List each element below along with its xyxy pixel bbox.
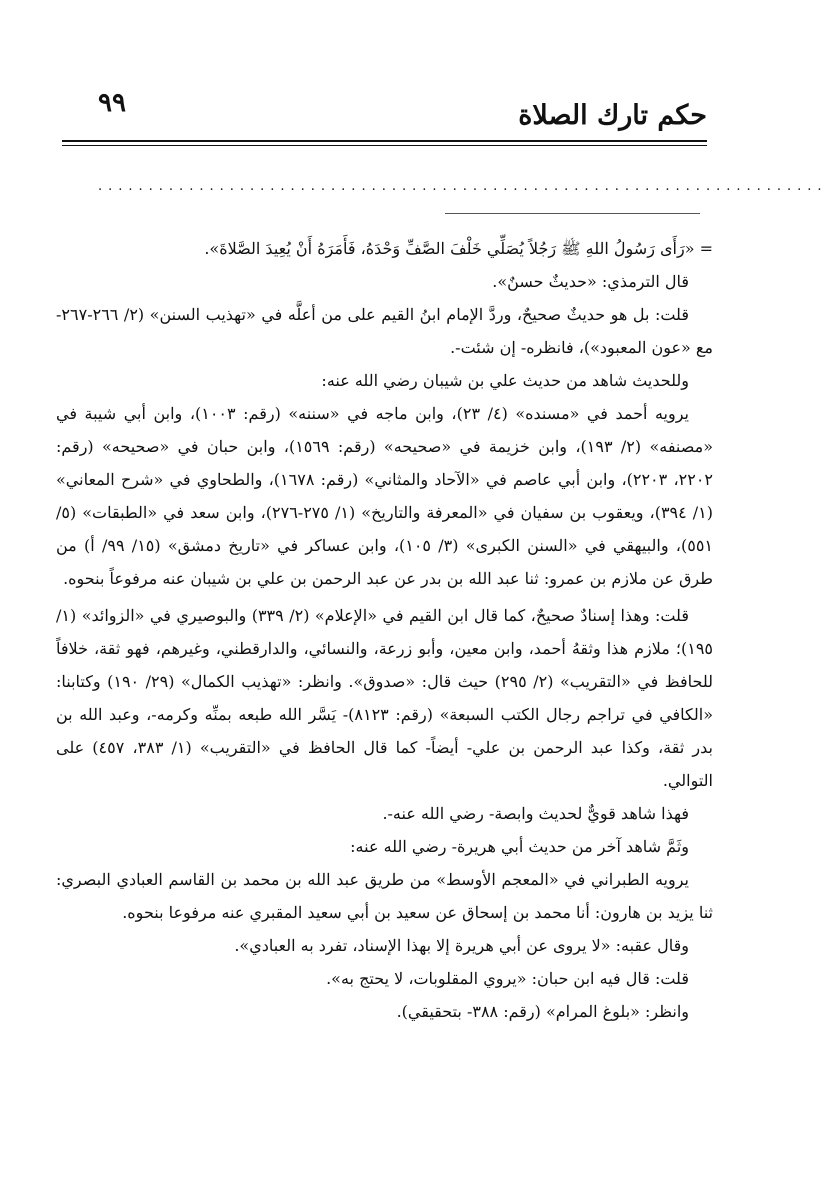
paragraph-author-note: قلت: بل هو حديثٌ صحيحٌ، وردَّ الإمام ابنُ القيم على من أعلَّه في «تهذيب السنن» (٢/ ٢٦٦-٢٦٧-مع «عون المعبود»)، فانظره- إن شئت-. — [56, 305, 713, 357]
paragraph-see-also: وانظر: «بلوغ المرام» (رقم: ٣٨٨- بتحقيقي). — [396, 1002, 689, 1021]
page-body — [56, 232, 713, 1028]
paragraph-isnad-judgement: قلت: وهذا إسنادٌ صحيحٌ، كما قال ابن القيم في «الإعلام» (٢/ ٣٣٩) والبوصيري في «الزوائد» (١/ ١٩٥)؛ ملازم هذا وثقهُ أحمد، وابن معين، وأبو زرعة، والنسائي، والدارقطني، وغيرهم، فهو ثقة، خلافاً للحافظ في «التقريب» (٢/ ٢٩٥) حيث قال: «صدوق». وانظر: «تهذيب الكمال» (٢٩/ ١٩٠) وكتابنا: «الكافي في تراجم رجال الكتب السبعة» (رقم: ٨١٢٣)- يَسَّر الله طبعه بمنِّه وكرمه-، وعبد الله بن بدر ثقة، وكذا عبد الرحمن بن علي- أيضاً- كما قال الحافظ في «التقريب» (١/ ٣٨٣، ٤٥٧) على التوالي. — [56, 606, 713, 790]
paragraph-hadith-continuation: = «رَأَى رَسُولُ اللهِ ﷺ رَجُلاً يُصَلِّي خَلْفَ الصَّفِّ وَحْدَهُ، فَأَمَرَهُ أَنْ يُعِيدَ الصَّلاةَ». — [204, 239, 713, 258]
paragraph-ibn-hibban: قلت: قال فيه ابن حبان: «يروي المقلوبات، لا يحتج به». — [326, 969, 689, 988]
dotted-separator: ........................................................................ — [98, 179, 828, 194]
footnote-separator — [445, 213, 700, 214]
header-rule — [62, 140, 707, 146]
paragraph-takhrij: يرويه أحمد في «مسنده» (٤/ ٢٣)، وابن ماجه في «سننه» (رقم: ١٠٠٣)، وابن أبي شيبة في «مصنفه» (٢/ ١٩٣)، وابن خزيمة في «صحيحه» (رقم: ١٥٦٩)، وابن حبان في «صحيحه» (رقم: ٢٢٠٢، ٢٢٠٣)، وابن أبي عاصم في «الآحاد والمثاني» (رقم: ١٦٧٨)، والطحاوي في «شرح المعاني» (١/ ٣٩٤)، ويعقوب بن سفيان في «المعرفة والتاريخ» (١/ ٢٧٥-٢٧٦)، وابن سعد في «الطبقات» (٥/ ٥٥١)، والبيهقي في «السنن الكبرى» (٣/ ١٠٥)، وابن عساكر في «تاريخ دمشق» (١٥/ ٩٩/ أ) من طرق عن ملازم بن عمرو: ثنا عبد الله بن بدر عن عبد الرحمن بن علي بن شيبان عنه مرفوعاً بنحوه. — [56, 404, 714, 588]
page-number: ٩٩ — [98, 88, 126, 118]
paragraph-tirmidhi: قال الترمذي: «حديثٌ حسنٌ». — [492, 272, 689, 291]
paragraph-second-witness: وثَمَّ شاهد آخر من حديث أبي هريرة- رضي الله عنه: — [350, 837, 689, 856]
paragraph-strong-witness: فهذا شاهد قويٌّ لحديث وابصة- رضي الله عنه-. — [382, 804, 689, 823]
running-header-title: حكم تارك الصلاة — [518, 100, 707, 131]
paragraph-shahid-intro: وللحديث شاهد من حديث علي بن شيبان رضي الله عنه: — [321, 371, 689, 390]
paragraph-tabarani-comment: وقال عقبه: «لا يروى عن أبي هريرة إلا بهذا الإسناد، تفرد به العبادي». — [234, 936, 689, 955]
paragraph-tabarani: يرويه الطبراني في «المعجم الأوسط» من طريق عبد الله بن محمد بن القاسم العبادي البصري: ثنا يزيد بن هارون: أنا محمد بن إسحاق عن سعيد بن أبي سعيد المقبري عنه مرفوعا بنحوه. — [56, 870, 713, 922]
